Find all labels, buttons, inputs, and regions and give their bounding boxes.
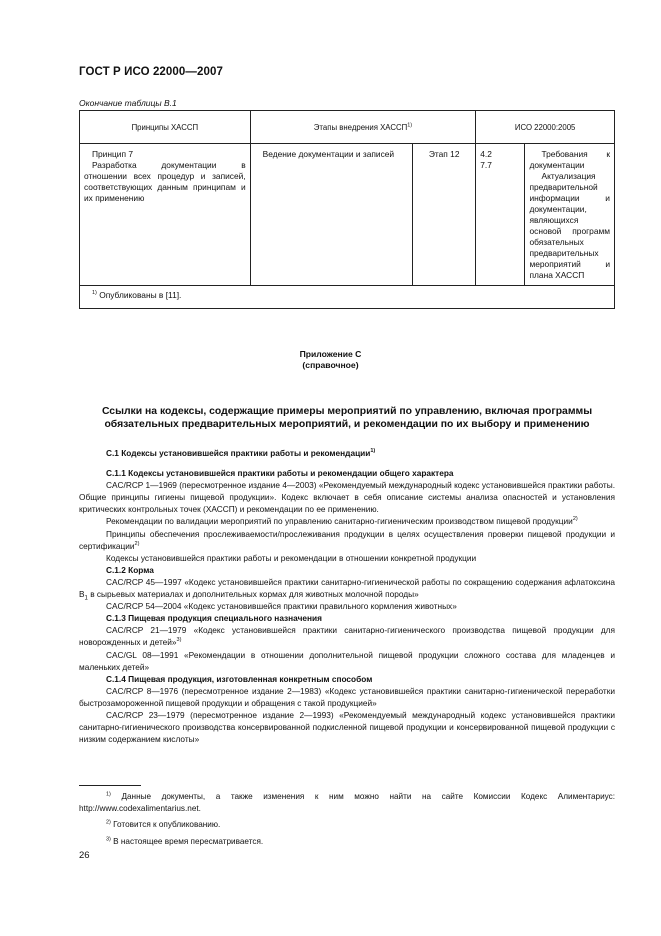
paragraph-c11-2 xyxy=(79,515,615,527)
table-caption: Окончание таблицы В.1 xyxy=(79,98,177,108)
table-note-row xyxy=(80,286,615,309)
section-heading-c13: С.1.3 Пищевая продукция специального назначения xyxy=(106,613,322,624)
table-header-row xyxy=(80,111,615,144)
iso-clause-cell xyxy=(476,144,525,286)
paragraph-c13-1-footnote: 3) xyxy=(176,637,182,644)
section-heading-c1-text: С.1 Кодексы установившейся практики работы и рекомендации xyxy=(106,448,371,458)
principle-cell xyxy=(80,144,251,286)
page-number: 26 xyxy=(79,850,90,861)
footnote-1 xyxy=(79,791,615,814)
section-heading-c1 xyxy=(79,447,615,459)
iso-clause-1: 4.2 xyxy=(480,149,492,159)
appendix-status: (справочное) xyxy=(302,360,359,370)
col-header-haccp: Принципы ХАССП xyxy=(80,111,251,144)
footnote-divider xyxy=(79,785,141,786)
stage-text-cell xyxy=(250,144,412,286)
document-header: ГОСТ Р ИСО 22000—2007 xyxy=(79,66,224,78)
table-note xyxy=(80,286,615,309)
footnote-1-text: Данные документы, а также изменения к ним можно найти на сайте Комиссии Кодекс Алиментариус: http://www.codexalimentarius.net. xyxy=(79,792,616,813)
paragraph-c14-1: CAC/RCP 8—1976 (пересмотренное издание 2—1983) «Кодекс установившейся практики санитарно-гигиенической переработки быстрозамороженной пищевой продукции и обращения с такой продукцией» xyxy=(79,685,615,708)
footnote-2-text: Готовится к опубликованию. xyxy=(113,820,221,830)
iso-text-cell xyxy=(525,144,615,286)
paragraph-c11-4: Кодексы установившейся практики работы и рекомендации в отношении конкретной продукции xyxy=(106,552,477,563)
col-header-stages-label: Этапы внедрения ХАССП xyxy=(313,122,408,132)
paragraph-c11-3-footnote: 2) xyxy=(134,540,140,547)
paragraph-c13-1-text: CAC/RCP 21—1979 «Кодекс установившейся практики санитарно-гигиенического производства пищевой продукции для новорожденных и детей» xyxy=(79,625,615,648)
section-heading-c14: С.1.4 Пищевая продукция, изготовленная конкретным способом xyxy=(106,673,373,684)
footnote-3-mark: 3) xyxy=(106,836,111,843)
principle-text: Разработка документации в отношении всех процедур и записей, соответствующих данным принципам и их применению xyxy=(84,160,246,203)
footnotes xyxy=(79,791,615,852)
principle-title: Принцип 7 xyxy=(92,149,133,159)
stage-step-cell: Этап 12 xyxy=(413,144,476,286)
paragraph-c12-2: CAC/RCP 54—2004 «Кодекс установившейся практики правильного кормления животных» xyxy=(106,601,457,612)
footnote-3-text: В настоящее время пересматривается. xyxy=(113,836,264,846)
iso-clause-2: 7.7 xyxy=(480,160,492,170)
paragraph-c12-1-text-b: в сырьевых материалах и дополнительных кормах для животных молочной породы» xyxy=(87,589,419,600)
paragraph-c14-2: CAC/RCP 23—1979 (пересмотренное издание 2—1993) «Рекомендуемый международный кодекс установившейся практики санитарно-гигиенического производства консервированной подкисленной пищевой продукции и консервированной пищевой продукции с низким содержанием кислоты» xyxy=(79,709,615,745)
stage-text: Ведение документации и записей xyxy=(262,149,395,159)
footnote-2-mark: 2) xyxy=(106,819,111,826)
paragraph-c11-2-text: Рекомендации по валидации мероприятий по управлению санитарно-гигиеническим производством пищевой продукции xyxy=(106,516,573,527)
table-row xyxy=(80,144,615,286)
iso-text-1: Требования к документации xyxy=(529,149,610,170)
footnote-1-mark: 1) xyxy=(106,791,111,798)
table-note-text: Опубликованы в [11]. xyxy=(99,290,182,300)
paragraph-c13-2: CAC/GL 08—1991 «Рекомендации в отношении дополнительной пищевой продукции сложного состава для младенцев и маленьких детей» xyxy=(79,649,615,672)
paragraph-c11-3 xyxy=(79,528,615,552)
appendix-title: Ссылки на кодексы, содержащие примеры мероприятий по управлению, включая программы обязательных предварительных мероприятий, и рекомендации по их выбору и применению xyxy=(101,406,593,430)
paragraph-c11-2-footnote: 2) xyxy=(572,516,578,523)
section-heading-c11: С.1.1 Кодексы установившейся практики работы и рекомендации общего характера xyxy=(106,468,454,479)
appendix-body xyxy=(79,447,615,745)
paragraph-c12-1 xyxy=(79,576,615,600)
paragraph-c11-1: CAC/RCP 1—1969 (пересмотренное издание 4—2003) «Рекомендуемый международный кодекс установившейся практики работы. Общие принципы гигиены пищевой продукции». Кодекс включает в себя описание системы анализа опасностей и установления критических контрольных точек (ХАССП) и рекомендации по ее применению. xyxy=(79,480,615,515)
haccp-table xyxy=(79,110,615,309)
col-header-stages-footnote: 1) xyxy=(407,121,413,128)
footnote-2 xyxy=(79,819,615,831)
section-heading-c12: С.1.2 Корма xyxy=(106,564,154,575)
paragraph-c11-3-text: Принципы обеспечения прослеживаемости/прослеживания продукции в целях осуществления проверки пищевой продукции и сертификации xyxy=(79,528,615,551)
footnote-3 xyxy=(79,836,615,848)
paragraph-c13-1 xyxy=(79,624,615,648)
iso-text-2: Актуализация предварительной информации и документации, являющихся основой программ обязательных предварительных мероприятий и плана ХАССП xyxy=(529,171,610,280)
section-heading-c1-footnote: 1) xyxy=(370,448,376,455)
table-note-mark: 1) xyxy=(92,290,97,297)
col-header-stages xyxy=(250,111,476,144)
appendix-label: Приложение С xyxy=(299,349,362,359)
col-header-iso: ИСО 22000:2005 xyxy=(476,111,615,144)
paragraph-c12-1-subscript: 1 xyxy=(84,595,88,602)
paragraph-c12-1-text-a: CAC/RCP 45—1997 «Кодекс установившейся практики санитарно-гигиенической работы по сокращению содержания афлатоксина B xyxy=(79,576,615,600)
